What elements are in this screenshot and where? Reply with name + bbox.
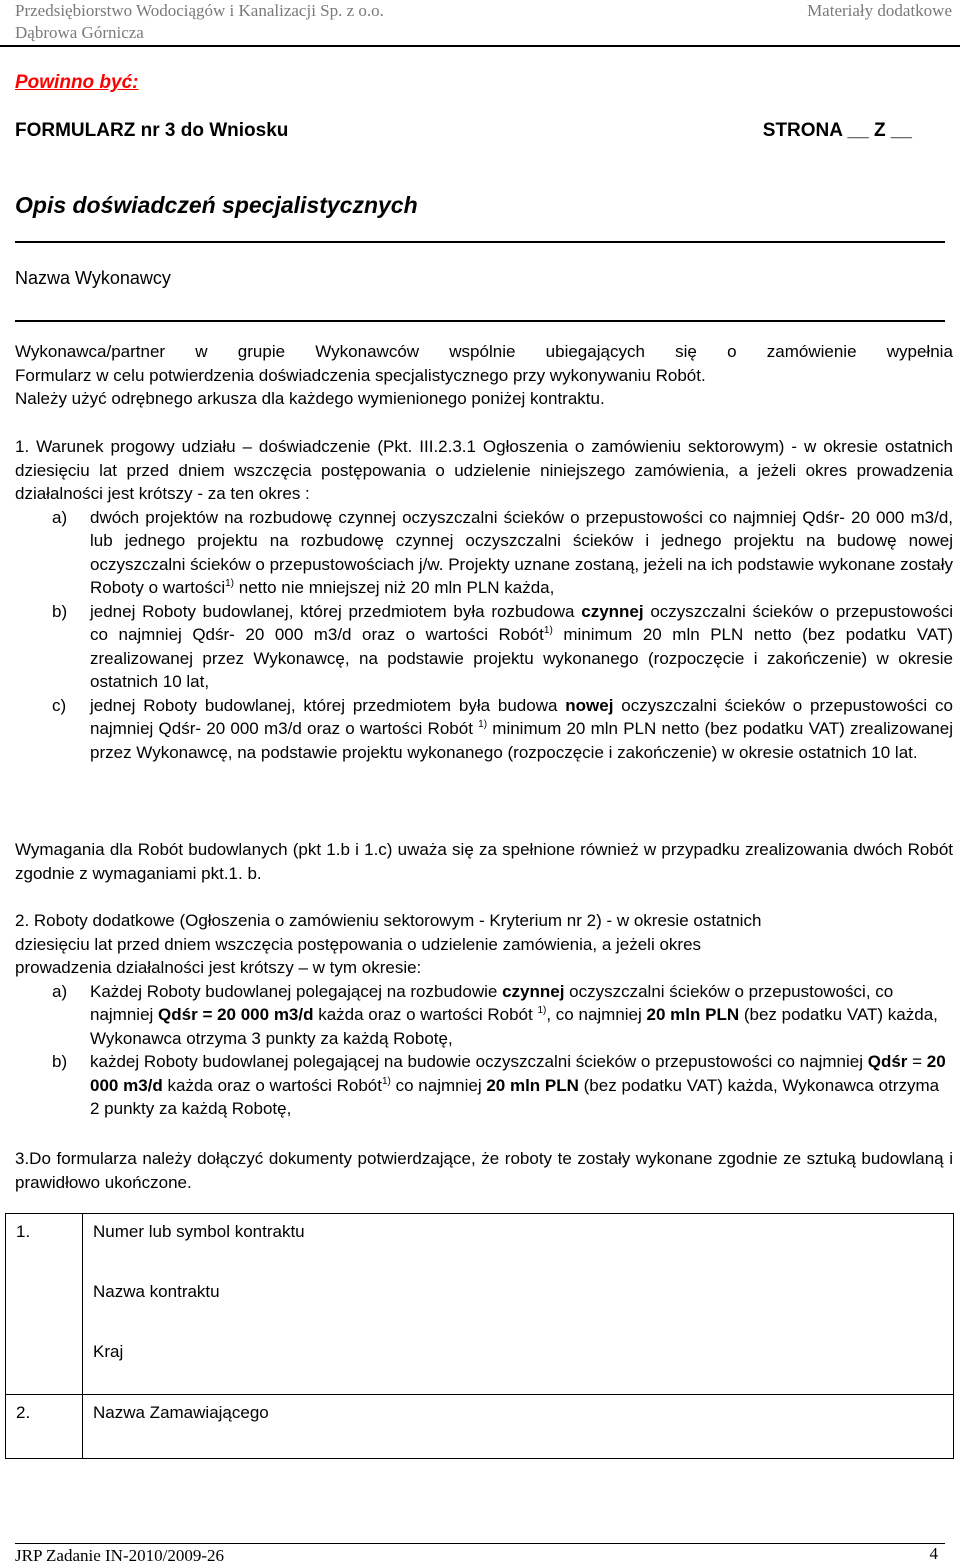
section-2-line-2: dziesięciu lat przed dniem wszczęcia postępowania o udzielenie zamówienia, a jeżeli okres: [15, 934, 702, 954]
field-contract-number: Numer lub symbol kontraktu: [93, 1222, 305, 1241]
item-label: b): [52, 601, 68, 621]
item-emphasis: nowej: [565, 695, 614, 715]
intro-word: o: [727, 342, 737, 361]
intro-word: się: [675, 342, 697, 361]
section-2-item-b: [15, 1050, 953, 1121]
title-underline: [15, 241, 945, 243]
intro-line-2: Formularz w celu potwierdzenia doświadczenia specjalistycznego przy wykonywaniu Robót.: [15, 365, 706, 385]
contractor-label: Nazwa Wykonawcy: [15, 268, 171, 288]
item-text: netto nie mniejszej niż 20 mln PLN każda,: [234, 578, 555, 597]
item-emphasis: Qdśr = 20 000 m3/d: [158, 1005, 314, 1024]
item-text: oczyszczalni ścieków o przepustowości co najmniej Qdśr- 20 000 m3/d oraz o wartości Robót: [90, 695, 953, 738]
section-1-intro: 1. Warunek progowy udziału – doświadczenie (Pkt. III.2.3.1 Ogłoszenia o zamówieniu sektorowym) - w okresie ostatnich dziesięciu lat przed dniem wszczęcia postępowania o udzielenie niniejszego zamówienia, a jeżeli okres prowadzenia działalności jest krótszy - za ten okres :: [15, 437, 953, 503]
footer-divider: [15, 1543, 945, 1544]
section-title: Opis doświadczeń specjalistycznych: [15, 192, 418, 218]
intro-paragraph: [15, 340, 953, 411]
section-2-item-a: [15, 980, 953, 1051]
intro-word: Wykonawca/partner: [15, 342, 166, 361]
footnote-ref: 1): [225, 578, 235, 589]
row-number: [6, 1214, 83, 1395]
field-country: Kraj: [93, 1342, 124, 1361]
contractor-line: [15, 320, 945, 322]
header-doc-type: Materiały dodatkowe: [807, 1, 952, 20]
item-emphasis: czynnej: [502, 981, 565, 1001]
intro-word: wypełnia: [886, 342, 953, 361]
section-2: [15, 909, 953, 1121]
section-1-item-c: [15, 694, 953, 765]
header-city: Dąbrowa Górnicza: [15, 23, 144, 42]
intro-line-1: [15, 340, 953, 364]
item-text: każda oraz o wartości Robót: [313, 1005, 538, 1024]
item-text: (bez podatku VAT) każda, Wykonawca otrzyma 3 punkty za każdą Robotę,: [90, 1005, 938, 1048]
item-label: c): [52, 695, 67, 715]
item-text: minimum 20 mln PLN netto (bez podatku VAT) zrealizowanej przez Wykonawcę, na podstawie projektu wykonanego (rozpoczęcie i zakończenie) w okresie ostatnich 10 lat,: [90, 625, 953, 691]
header-company: Przedsiębiorstwo Wodociągów i Kanalizacji Sp. z o.o.: [15, 1, 384, 20]
section-2-line-3: prowadzenia działalności jest krótszy – w tym okresie:: [15, 958, 422, 977]
item-text: co najmniej: [390, 1075, 487, 1095]
intro-word: zamówienie: [766, 342, 857, 361]
footer-reference: JRP Zadanie IN-2010/2009-26: [15, 1546, 225, 1565]
item-label: a): [52, 507, 68, 527]
item-text: minimum 20 mln PLN netto (bez podatku VAT) zrealizowanej przez Wykonawcę, na podstawie projektu wykonanego (rozpoczęcie i zakończenie) w okresie ostatnich 10 lat.: [90, 719, 953, 762]
table-row: [6, 1214, 954, 1395]
item-emphasis: czynnej: [581, 601, 644, 621]
intro-word: wspólnie: [449, 342, 516, 361]
item-text: każdej Roboty budowlanej polegającej na budowie oczyszczalni ścieków o przepustowości co najmniej: [90, 1052, 868, 1071]
footnote-ref: 1): [381, 1075, 391, 1087]
footnote-ref: 1): [478, 719, 488, 730]
header-divider: [0, 45, 960, 47]
footnote-ref: 1): [537, 1005, 547, 1016]
intro-word: w: [195, 342, 208, 361]
section-1-item-a: [15, 506, 953, 600]
item-text: (bez podatku VAT) każda, Wykonawca otrzyma 2 punkty za każdą Robotę,: [90, 1075, 940, 1118]
row-number-text: 2.: [16, 1403, 31, 1422]
footnote-ref: 1): [543, 625, 553, 636]
item-text: oczyszczalni ścieków o przepustowości co najmniej Qdśr- 20 000 m3/d oraz o wartości Robót: [90, 601, 953, 644]
item-text: dwóch projektów na rozbudowę czynnej oczyszczalni ścieków o przepustowości co najmniej Qdśr- 20 000 m3/d, lub jednego projektu na rozbudowę czynnej oczyszczalni ścieków i jednego projektu na budowę nowej oczyszczalni ścieków o przepustowościach j/w. Projekty uznane zostaną, jeżeli na ich podstawie wykonane zostały Roboty o wartości: [90, 507, 953, 597]
item-emphasis: Qdśr: [867, 1052, 908, 1071]
contract-fields[interactable]: [83, 1214, 954, 1395]
section-3: 3.Do formularza należy dołączyć dokumenty potwierdzające, że roboty te zostały wykonane zgodnie ze sztuką budowlaną i prawidłowo ukończone.: [15, 1149, 953, 1192]
row-number-text: 1.: [16, 1222, 31, 1241]
contract-table: [5, 1213, 954, 1459]
row-number: [6, 1395, 83, 1459]
table-row: [6, 1395, 954, 1459]
item-text: każda oraz o wartości Robót: [162, 1075, 382, 1095]
intro-word: ubiegających: [545, 342, 645, 361]
item-text: oczyszczalni ścieków o przepustowości, co najmniej: [90, 981, 894, 1024]
section-2-line-1: 2. Roboty dodatkowe (Ogłoszenia o zamówieniu sektorowym - Kryterium nr 2) - w okresie ostatnich: [15, 911, 762, 930]
section-1: [15, 435, 953, 764]
item-emphasis: 20 mln PLN: [486, 1075, 579, 1095]
item-text: , co najmniej: [546, 1005, 647, 1024]
page-label: STRONA __ Z __: [762, 120, 912, 141]
section-1-item-b: [15, 600, 953, 694]
form-title: FORMULARZ nr 3 do Wniosku: [15, 120, 289, 141]
item-emphasis: 20 mln PLN: [646, 1005, 740, 1024]
field-employer-name: Nazwa Zamawiającego: [93, 1403, 269, 1422]
employer-field[interactable]: [83, 1395, 954, 1459]
intro-word: grupie: [237, 342, 286, 361]
item-text: Każdej Roboty budowlanej polegającej na rozbudowie: [90, 981, 503, 1001]
requirements-paragraph: Wymagania dla Robót budowlanych (pkt 1.b i 1.c) uważa się za spełnione również w przypadku zrealizowania dwóch Robót zgodnie z wymaganiami pkt.1. b.: [15, 840, 953, 883]
item-text: =: [907, 1052, 927, 1071]
item-label: a): [52, 981, 68, 1001]
item-label: b): [52, 1052, 68, 1071]
item-emphasis: 20 000 m3/d: [90, 1052, 946, 1095]
item-text: jednej Roboty budowlanej, której przedmiotem była rozbudowa: [90, 601, 582, 621]
page-number: 4: [929, 1544, 938, 1563]
intro-line-3: Należy użyć odrębnego arkusza dla każdego wymienionego poniżej kontraktu.: [15, 389, 605, 408]
item-text: jednej Roboty budowlanej, której przedmiotem była budowa: [90, 695, 566, 715]
intro-word: Wykonawców: [315, 342, 420, 361]
correction-label: Powinno być:: [15, 72, 139, 93]
field-contract-name: Nazwa kontraktu: [93, 1282, 220, 1301]
